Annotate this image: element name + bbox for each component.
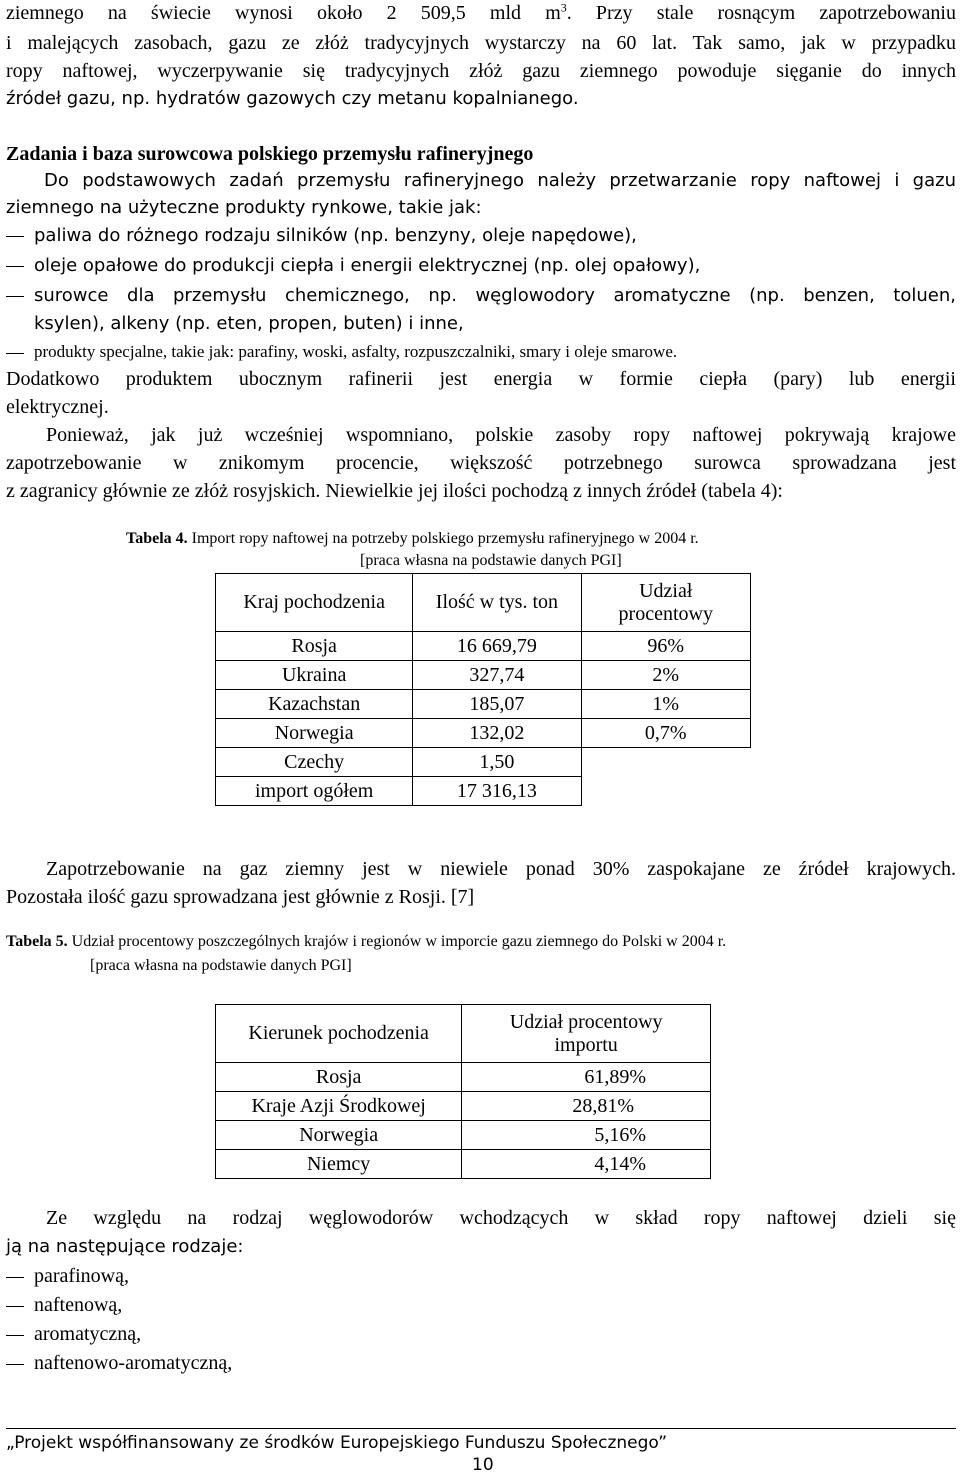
section-heading: Zadania i baza surowcowa polskiego przemysłu rafineryjnego — [6, 143, 534, 165]
paragraph-2-line-2: zapotrzebowanie w znikomym procencie, większość potrzebnego surowca sprowadzana jest — [6, 452, 956, 474]
header-cell: Kraj pochodzenia — [216, 574, 413, 632]
table-cell: Rosja — [216, 632, 413, 661]
header-cell — [462, 1005, 711, 1063]
table-cell: 0,7% — [581, 719, 751, 748]
gas-paragraph-line-1: Zapotrzebowanie na gaz ziemny jest w niewiele ponad 30% zaspokajane ze źródeł krajowych. — [46, 858, 956, 880]
header-cell: Kierunek pochodzenia — [216, 1005, 462, 1063]
oil-type-item-2: naftenową, — [34, 1294, 123, 1316]
top-paragraph-line-3: ropy naftowej, wyczerpywanie się tradycyjnych złóż gazu ziemnego powoduje sięganie do innych — [6, 60, 956, 82]
header-cell-line-2: procentowy — [618, 602, 713, 625]
table-cell: 16 669,79 — [413, 632, 581, 661]
table-header-row — [216, 1005, 711, 1063]
oil-type-item-4: naftenowo-aromatyczną, — [34, 1352, 233, 1374]
table-4-caption: Tabela 4. Import ropy naftowej na potrzeby polskiego przemysłu rafineryjnego w 2004 r. — [126, 530, 699, 547]
table-cell: Rosja — [216, 1063, 462, 1092]
intro-line-1: Do podstawowych zadań przemysłu rafineryjnego należy przetwarzanie ropy naftowej i gazu — [44, 170, 956, 191]
table-cell: Kraje Azji Środkowej — [216, 1092, 462, 1121]
table-cell: 96% — [581, 632, 751, 661]
table-header-row — [216, 574, 751, 632]
table-row — [216, 661, 751, 690]
table-cell: import ogółem — [216, 777, 413, 806]
table-cell: 28,81% — [462, 1092, 711, 1121]
oil-type-item-1: parafinową, — [34, 1265, 129, 1287]
table-row — [216, 1063, 711, 1092]
table-cell: 5,16% — [462, 1121, 711, 1150]
table-cell: 1% — [581, 690, 751, 719]
header-cell — [581, 574, 751, 632]
table-4-source: [praca własna na podstawie danych PGI] — [360, 552, 622, 569]
table-row — [216, 748, 751, 777]
table-cell: Niemcy — [216, 1150, 462, 1179]
table-cell: 1,50 — [413, 748, 581, 777]
extra-line-2: elektrycznej. — [6, 396, 109, 418]
header-cell-line-1: Udział procentowy — [509, 1010, 663, 1033]
top-paragraph-line-2: i malejących zasobach, gazu ze złóż tradycyjnych wystarczy na 60 lat. Tak samo, jak w przypadku — [6, 32, 956, 54]
bullet-item-3: surowce dla przemysłu chemicznego, np. węglowodory aromatyczne (np. benzen, toluen, — [34, 285, 956, 306]
table-5-caption: Tabela 5. Udział procentowy poszczególnych krajów i regionów w imporcie gazu ziemnego do Polski w 2004 r. — [6, 933, 727, 950]
gas-paragraph-line-2: Pozostała ilość gazu sprowadzana jest głównie z Rosji. [7] — [6, 886, 475, 908]
bullet-item-3-continued: ksylen), alkeny (np. eten, propen, buten) i inne, — [34, 313, 464, 334]
extra-line-1: Dodatkowo produktem ubocznym rafinerii jest energia w formie ciepła (pary) lub energii — [6, 368, 956, 390]
table-row — [216, 1121, 711, 1150]
header-cell: Ilość w tys. ton — [413, 574, 581, 632]
table-cell: Norwegia — [216, 719, 413, 748]
bullet-item-4: produkty specjalne, takie jak: parafiny, woski, asfalty, rozpuszczalniki, smary i oleje smarowe. — [34, 342, 678, 361]
table-cell: 185,07 — [413, 690, 581, 719]
page-number: 10 — [472, 1455, 494, 1475]
table-row — [216, 777, 751, 806]
paragraph-2-line-1: Ponieważ, jak już wcześniej wspomniano, polskie zasoby ropy naftowej pokrywają krajowe — [46, 424, 956, 446]
table-4 — [215, 573, 751, 806]
table-cell: 327,74 — [413, 661, 581, 690]
footer-text: „Projekt współfinansowany ze środków Europejskiego Funduszu Społecznego” — [6, 1433, 668, 1453]
table-cell-empty — [581, 777, 751, 806]
oil-types-line-2: ją na następujące rodzaje: — [6, 1236, 244, 1257]
oil-type-item-3: aromatyczną, — [34, 1323, 142, 1345]
table-cell: 61,89% — [462, 1063, 711, 1092]
top-paragraph-line-1: ziemnego na świecie wynosi około 2 509,5 mld $m^3$. Przy stale rosnącym zapotrzebowaniu — [6, 0, 956, 24]
table-5-source: [praca własna na podstawie danych PGI] — [90, 957, 352, 974]
table-cell: Czechy — [216, 748, 413, 777]
table-cell-empty — [581, 748, 751, 777]
footer-rule — [6, 1428, 956, 1429]
table-row — [216, 632, 751, 661]
header-cell-line-2: importu — [554, 1033, 618, 1056]
paragraph-2-line-3: z zagranicy głównie ze złóż rosyjskich. Niewielkie jej ilości pochodzą z innych źródeł (tabela 4): — [6, 480, 783, 502]
intro-line-2: ziemnego na użyteczne produkty rynkowe, takie jak: — [6, 197, 482, 218]
table-cell: 2% — [581, 661, 751, 690]
bullet-item-2: oleje opałowe do produkcji ciepła i energii elektrycznej (np. olej opałowy), — [34, 255, 701, 276]
table-row — [216, 690, 751, 719]
table-row — [216, 719, 751, 748]
top-paragraph-line-4: źródeł gazu, np. hydratów gazowych czy metanu kopalnianego. — [6, 88, 579, 109]
table-cell: Kazachstan — [216, 690, 413, 719]
table-row — [216, 1150, 711, 1179]
oil-types-line-1: Ze względu na rodzaj węglowodorów wchodzących w skład ropy naftowej dzieli się — [46, 1207, 956, 1229]
table-cell: 132,02 — [413, 719, 581, 748]
table-5 — [215, 1004, 711, 1179]
table-cell: 4,14% — [462, 1150, 711, 1179]
table-row — [216, 1092, 711, 1121]
table-cell: Norwegia — [216, 1121, 462, 1150]
header-cell-line-1: Udział — [639, 579, 693, 602]
table-cell: 17 316,13 — [413, 777, 581, 806]
bullet-item-1: paliwa do różnego rodzaju silników (np. benzyny, oleje napędowe), — [34, 225, 637, 246]
table-cell: Ukraina — [216, 661, 413, 690]
